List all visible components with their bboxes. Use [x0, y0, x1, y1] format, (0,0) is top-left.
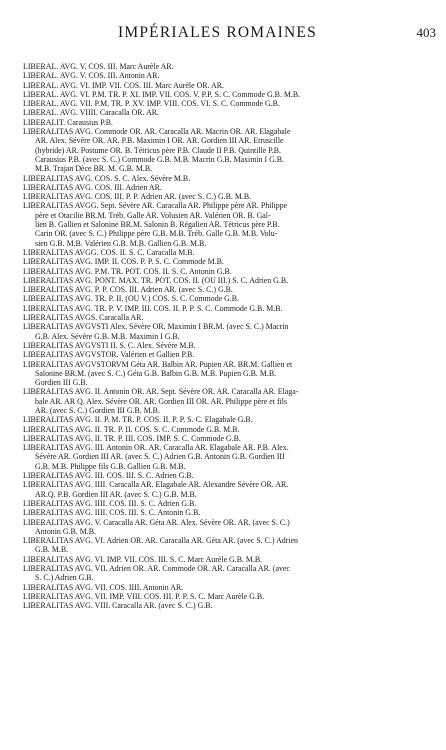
entry-line: LIBERAL. AVG. VIIII. Caracalla OR. AR.: [23, 108, 160, 118]
entry-line: Gordien III G.B.: [35, 378, 88, 388]
entry-line: LIBERALIT. Carausius P.B.: [23, 117, 113, 127]
entry-line: LIBERALITAS AVGVSTI Alex. Sévère OR. Maximin I BR.M. (avec S. C.) Macrin: [23, 322, 289, 332]
entry-line: Carausius P.B. (avec S. C.) Commode G.B. M.B. Macrin G.B. Maximin I G.B.: [35, 154, 284, 164]
entry-line: Salonine BR.M. (avec S. C.) Géta G.B. Balbin G.B. M.B. Pupien G.B. M.B.: [35, 368, 277, 378]
entry-line: bale AR. AR Q. Alex. Sévère OR. AR. Gordien III OR. AR. Philippe père et fils: [35, 396, 288, 406]
entry-line: LIBERALITAS AVG. Commode OR. AR. Caracalla AR. Macrin OR. AR. Elagabale: [23, 127, 291, 137]
entry-line: LIBERALITAS AVG. II. P. M. TR. P. COS. II. P. P. S. C. Elagabale G.B.: [23, 415, 253, 425]
entry-line: LIBERALITAS AVG. COS. III. Adrien AR.: [23, 182, 162, 192]
entry-line: LIBERALITAS AVG. COS. III. P. P. Adrien AR. (avec S. C.) G.B. M.B.: [23, 192, 252, 202]
entry-line: S. C.) Adrien G.B.: [35, 573, 94, 583]
entry-line: LIBERAL. AVG. VI. IMP. VII. COS. III. Marc Aurèle OR. AR.: [23, 80, 224, 90]
entry-line: LIBERALITAS AVG. TR. P. II. (OU V.) COS. S. C. Commode G.B.: [23, 294, 240, 304]
entry-line: LIBERALITAS AVG. VII. COS. IIII. Antonin AR.: [23, 582, 184, 592]
entry-line: LIBERALITAS AVGS. Caracalla AR.: [23, 313, 144, 323]
entry-line: Sévère AR. Gordien III AR. (avec S. C.) Adrien G.B. Antonin G.B. Gordien III: [35, 452, 285, 462]
entry-line: LIBERALITAS AVG. II. Antonin OR. AR. Sept. Sévère OR. AR. Caracalla AR. Elaga-: [23, 387, 299, 397]
entry-line: M.B. Trajan Dèce BR. M. G.B. M.B.: [35, 164, 153, 174]
entry-line: LIBERALITAS AVG. COS. S. C. Alex. Sévère M.B.: [23, 173, 191, 183]
entry-line: LIBERALITAS AVG. VI. Adrien OR. AR. Caracalla AR. Géta AR. (avec S. C.) Adrien: [23, 536, 298, 546]
entry-line: G.B. Alex. Sévère G.B. M.B. Maximin I G.B.: [35, 331, 180, 341]
running-header: [0, 24, 446, 46]
entry-line: sien G.B. M.B. Valérien G.B. M.B. Gallien G.B. M.B.: [35, 238, 207, 248]
entry-line: LIBERALITAS AVGVSTOR. Valérien et Gallien P.B.: [23, 350, 195, 360]
entry-line: père et Otacilie BR.M. Tréb. Galle AR. Volusien AR. Valérien OR. B. Gal-: [35, 210, 271, 220]
index-entries: [23, 62, 433, 611]
entry-line: LIBERALITAS AVG. VII. Adrien OR. AR. Commode OR. AR. Caracalla AR. (avec: [23, 564, 290, 574]
entry-line: LIBERALITAS AVG. II. TR. P. III. COS. IMP. S. C. Commode G.B.: [23, 433, 241, 443]
entry-line: LIBERALITAS AVG. IIII. COS. III. S. C. Adrien G.B.: [23, 498, 197, 508]
page-title: IMPÉRIALES ROMAINES: [118, 24, 317, 41]
entry-line: Carin OR. (avec S. C.) Philippe père G.B. M.B. Tréb. Galle G.B. M.B. Volu-: [35, 229, 278, 239]
entry-line: LIBERAL. AVG. V. COS. III. Antonin AR.: [23, 71, 160, 81]
entry-line: LIBERAL. AVG. VI. P.M. TR. P. XI. IMP. VII. COS. V. P.P. S. C. Commode G.B. M.B.: [23, 89, 301, 99]
entry-line: G.B. M.B.: [35, 545, 69, 555]
entry-line: LIBERALITAS AVG. TR. P. V. IMP. III. COS. II. P. P. S. C. Commode G.B. M.B.: [23, 303, 283, 313]
entry-line: LIBERALITAS AVG. VIII. Caracalla AR. (avec S. C.) G.B.: [23, 601, 213, 611]
entry-line: LIBERALITAS AVG. IIII. COS. III. S. C. Antonin G.B.: [23, 508, 201, 518]
entry-line: LIBERALITAS AVG. IMP. II. COS. P. P. S. C. Commode M.B.: [23, 257, 224, 267]
entry-line: LIBERALITAS AVGG. COS. II. S. C. Caracalla M.B.: [23, 247, 195, 257]
entry-line: LIBERALITAS AVG. III. Antonin OR. AR. Caracalla AR. Elagabale AR. P.B. Alex.: [23, 443, 289, 453]
entry-line: LIBERALITAS AVG. V. Caracalla AR. Géta AR. Alex. Sévère OR. AR. (avec S. C.): [23, 517, 290, 527]
entry-line: LIBERALITAS AVG. IIII. Caracalla AR. Elagabale AR. Alexandre Sévère OR. AR.: [23, 480, 289, 490]
entry-line: AR. Alex. Sévère OR. AR. P.B. Maximin I OR. AR. Gordien III AR. Etruscille: [35, 136, 284, 146]
entry-line: LIBERAL. AVG. VII. P.M. TR. P. XV. IMP. VIII. COS. VI. S. C. Commode G.B.: [23, 99, 280, 109]
entry-line: Antonin G.B. M.B.: [35, 526, 96, 536]
entry-line: LIBERALITAS AVGVSTI II. S. C. Alex. Sévère M.B.: [23, 340, 196, 350]
entry-line: (hybride) AR. Postume OR. B. Tétricus père P.B. Claude II P.B. Quintille P.B.: [35, 145, 281, 155]
entry-line: LIBERALITAS AVG. VI. IMP. VII. COS. III. S. C. Marc Aurèle G.B. M.B.: [23, 554, 263, 564]
entry-line: AR.Q. P.B. Gordien III AR. (avec S. C.) G.B. M.B.: [35, 489, 197, 499]
entry-line: LIBERALITAS AVG. III. COS. III. S. C. Adrien G.B.: [23, 471, 194, 481]
entry-line: LIBERALITAS AVG. P. P. COS. III. Adrien AR. (avec S. C.) G.B.: [23, 285, 233, 295]
entry-line: LIBERALITAS AVG. PONT. MAX. TR. POT. COS. II. (OU III.) S. C. Adrien G.B.: [23, 275, 289, 285]
entry-line: lien B. Gallien et Salonine BR.M. Salonin B. Régalien AR. Tétricus père P.B.: [35, 220, 280, 230]
page-number: 403: [416, 25, 436, 40]
entry-line: LIBERALITAS AVG. II. TR. P. II. COS. S. C. Commode G.B. M.B.: [23, 424, 240, 434]
entry-line: G.B. M.B. Philippe fils G.B. Gallien G.B. M.B.: [35, 461, 186, 471]
entry-line: LIBERALITAS AVG. VII. IMP. VIII. COS. III. P. P. S. C. Marc Aurèle G.B.: [23, 591, 265, 601]
entry-line: LIBERALITAS AVGVSTORVM Géta AR. Balbin AR. Pupien AR. BR.M. Gallien et: [23, 359, 293, 369]
entry-line: LIBERALITAS AVG. P.M. TR. POT. COS. II. S. C. Antonin G.B.: [23, 266, 232, 276]
entry-line: LIBERAL. AVG. V. COS. III. Marc Aurèle AR.: [23, 62, 174, 71]
entry-line: LIBERALITAS AVGG. Sept. Sévère AR. Caracalla AR. Philippe père AR. Philippe: [23, 201, 288, 211]
entry-line: AR. (avec S. C.) Gordien III G.B. M.B.: [35, 405, 160, 415]
